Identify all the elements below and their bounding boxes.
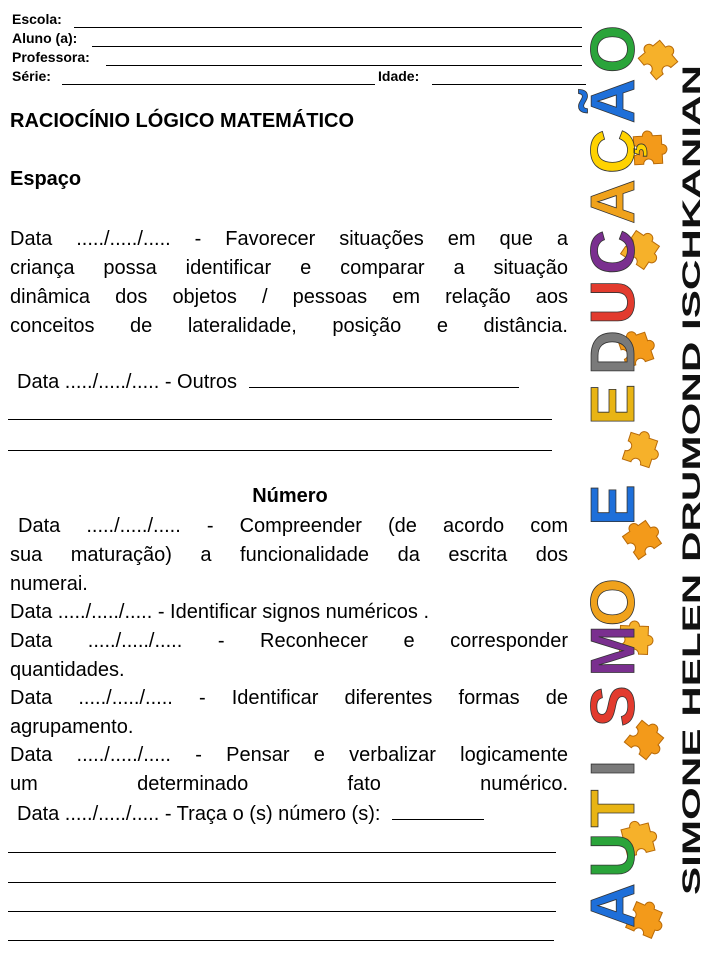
aluno-field bbox=[12, 30, 582, 49]
numero-item-6 bbox=[17, 800, 562, 829]
brand-letter: E bbox=[579, 484, 648, 526]
brand-letter: A bbox=[579, 883, 648, 928]
brand-letter: T bbox=[579, 789, 648, 828]
brand-letter: O bbox=[579, 25, 648, 74]
espaco-line: criança possa identificar e comparar a situação bbox=[10, 257, 568, 279]
professora-label: Professora: bbox=[12, 49, 90, 65]
espaco-outros bbox=[17, 368, 562, 397]
brand-letter: U bbox=[579, 279, 648, 325]
idade-blank[interactable] bbox=[432, 84, 586, 85]
answer-line[interactable] bbox=[8, 911, 556, 912]
espaco-line: conceitos de lateralidade, posição e distância. bbox=[10, 315, 568, 337]
brand-letter: Ã bbox=[579, 78, 648, 124]
author-name: SIMONE HELEN DRUMOND ISCHKANIAN bbox=[678, 403, 706, 895]
traca-label: Data ...../...../..... - Traça o (s) número (s): bbox=[17, 803, 381, 825]
answer-line[interactable] bbox=[8, 882, 556, 883]
numero-line: Data ...../...../..... - Compreender (de acordo com bbox=[18, 515, 568, 537]
numero-item-4 bbox=[10, 684, 568, 742]
escola-field bbox=[12, 11, 582, 30]
numero-line: agrupamento. bbox=[10, 716, 134, 738]
serie-blank[interactable] bbox=[62, 84, 375, 85]
serie-field bbox=[12, 68, 586, 87]
brand-letter: Ç bbox=[579, 129, 648, 174]
brand-letter: I bbox=[579, 759, 648, 778]
numero-item-2 bbox=[10, 598, 568, 627]
brand-letter: C bbox=[579, 229, 648, 275]
brand-letter: S bbox=[579, 685, 648, 727]
serie-label: Série: bbox=[12, 68, 51, 84]
professora-blank[interactable] bbox=[106, 65, 582, 66]
outros-label: Data ...../...../..... - Outros bbox=[17, 371, 238, 393]
answer-line[interactable] bbox=[8, 852, 556, 853]
traca-blank[interactable] bbox=[392, 819, 484, 820]
brand-letter: O bbox=[579, 578, 648, 627]
numero-line: Data ...../...../..... - Reconhecer e corresponder bbox=[10, 630, 568, 652]
numero-line: Data ...../...../..... - Identificar signos numéricos . bbox=[10, 601, 430, 623]
answer-line[interactable] bbox=[8, 419, 552, 420]
autismo-educacao-logo bbox=[578, 0, 720, 960]
espaco-heading: Espaço bbox=[10, 168, 82, 190]
numero-item-1 bbox=[10, 512, 568, 599]
brand-letter: E bbox=[579, 383, 648, 426]
aluno-label: Aluno (a): bbox=[12, 30, 78, 46]
numero-item-5 bbox=[10, 741, 568, 799]
numero-line: Data ...../...../..... - Identificar diferentes formas de bbox=[10, 687, 568, 709]
answer-line[interactable] bbox=[8, 940, 554, 941]
brand-letter: A bbox=[579, 179, 648, 225]
brand-text bbox=[579, 25, 648, 928]
professora-field bbox=[12, 49, 582, 68]
puzzle-piece-icon bbox=[622, 428, 664, 470]
numero-item-3 bbox=[10, 627, 568, 685]
numero-line: sua maturação) a funcionalidade da escrita dos bbox=[10, 544, 568, 566]
espaco-line: Data ...../...../..... - Favorecer situações em que a bbox=[10, 228, 568, 250]
escola-blank[interactable] bbox=[74, 27, 582, 28]
numero-line: quantidades. bbox=[10, 659, 125, 681]
brand-letter: D bbox=[579, 330, 648, 375]
numero-heading: Número bbox=[252, 485, 328, 507]
espaco-paragraph bbox=[10, 225, 568, 341]
escola-label: Escola: bbox=[12, 11, 62, 27]
idade-label: Idade: bbox=[378, 68, 420, 84]
numero-line: numerai. bbox=[10, 573, 88, 595]
outros-blank[interactable] bbox=[249, 387, 519, 388]
numero-line: Data ...../...../..... - Pensar e verbalizar logicamente bbox=[10, 744, 568, 766]
answer-line[interactable] bbox=[8, 450, 552, 451]
numero-line: um determinado fato numérico. bbox=[10, 773, 568, 795]
espaco-line: dinâmica dos objetos / pessoas em relação aos bbox=[10, 286, 568, 308]
aluno-blank[interactable] bbox=[92, 46, 582, 47]
brand-letter: M bbox=[579, 624, 648, 677]
page-title: RACIOCÍNIO LÓGICO MATEMÁTICO bbox=[10, 110, 355, 132]
brand-letter: U bbox=[579, 832, 648, 878]
